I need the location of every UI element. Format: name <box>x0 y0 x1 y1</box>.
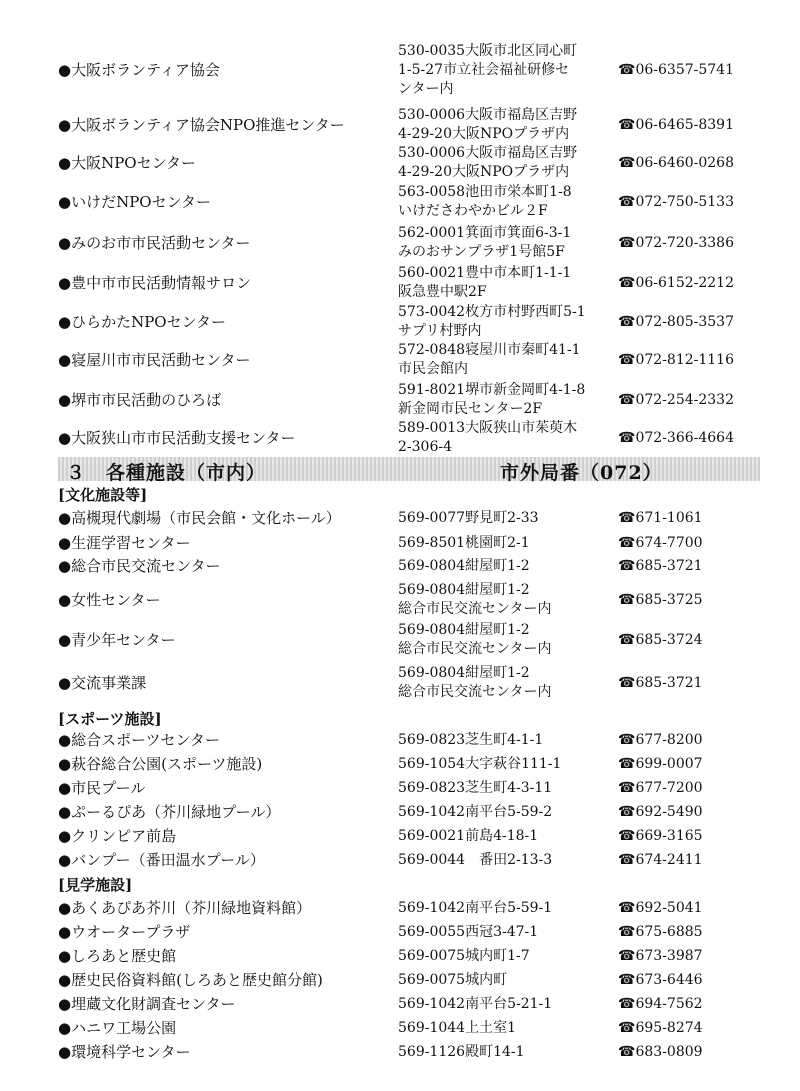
facility-phone <box>618 803 703 821</box>
facility-address: 569-0804紺屋町1-2 <box>398 557 530 574</box>
facility-address: 569-0804紺屋町1-2 総合市民交流センター内 <box>398 622 552 657</box>
facility-phone <box>618 827 703 845</box>
phone-icon: ☎ <box>618 996 636 1012</box>
facility-name: ●市民プール <box>58 779 146 797</box>
phone-icon: ☎ <box>618 852 636 868</box>
facility-name: ●ハニワ工場公園 <box>58 1019 177 1037</box>
phone-number: 06-6460-0268 <box>635 155 734 171</box>
facility-phone <box>618 971 703 989</box>
facility-phone <box>618 631 703 649</box>
facility-phone <box>618 591 703 609</box>
section-title: ３ 各種施設（市内） <box>66 462 267 484</box>
phone-number: 072-720-3386 <box>635 235 734 251</box>
facility-name: ●あくあぴあ芥川（芥川緑地資料館） <box>58 899 312 917</box>
facility-name: ●みのお市市民活動センター <box>58 234 251 252</box>
phone-icon: ☎ <box>618 535 636 551</box>
phone-number: 673-3987 <box>635 948 703 964</box>
facility-name: ●寝屋川市市民活動センター <box>58 351 251 369</box>
phone-number: 072-805-3537 <box>635 314 734 330</box>
facility-address: 569-0021前島4-18-1 <box>398 827 539 844</box>
facility-phone <box>618 557 703 575</box>
facility-phone <box>618 534 703 552</box>
phone-icon: ☎ <box>618 352 636 368</box>
phone-icon: ☎ <box>618 155 636 171</box>
facility-name: ●埋蔵文化財調査センター <box>58 995 236 1013</box>
phone-icon: ☎ <box>618 62 636 78</box>
phone-icon: ☎ <box>618 235 636 251</box>
facility-name: ●総合スポーツセンター <box>58 731 220 749</box>
facility-name: ●ウオータープラザ <box>58 923 191 941</box>
phone-number: 685-3721 <box>635 675 703 691</box>
phone-number: 674-2411 <box>635 852 703 868</box>
phone-number: 694-7562 <box>635 996 703 1012</box>
phone-number: 06-6152-2212 <box>635 275 734 291</box>
facility-phone <box>618 779 703 797</box>
facility-address: 572-0848寝屋川市秦町41-1 市民会館内 <box>398 342 581 377</box>
facility-address: 569-1044上土室1 <box>398 1019 516 1036</box>
facility-address: 569-0804紺屋町1-2 総合市民交流センター内 <box>398 665 552 700</box>
phone-number: 072-812-1116 <box>635 352 734 368</box>
facility-phone <box>618 154 734 172</box>
facility-address: 569-0044 番田2-13-3 <box>398 851 553 868</box>
facility-phone <box>618 851 703 869</box>
phone-icon: ☎ <box>618 924 636 940</box>
facility-address: 569-1042南平台5-21-1 <box>398 995 553 1012</box>
phone-number: 685-3721 <box>635 558 703 574</box>
facility-address: 569-0055西冠3-47-1 <box>398 923 539 940</box>
phone-number: 072-366-4664 <box>635 430 734 446</box>
phone-number: 683-0809 <box>635 1044 703 1060</box>
facility-phone <box>618 391 734 409</box>
facility-name: ●豊中市市民活動情報サロン <box>58 274 252 292</box>
phone-number: 685-3725 <box>635 592 703 608</box>
facility-phone <box>618 899 703 917</box>
phone-number: 06-6465-8391 <box>635 117 734 133</box>
phone-number: 675-6885 <box>635 924 703 940</box>
facility-address: 530-0006大阪市福島区吉野 4-29-20大阪NPOプラザ内 <box>398 145 578 180</box>
facility-phone <box>618 923 703 941</box>
facility-phone <box>618 731 703 749</box>
facility-name: ●高槻現代劇場（市民会館・文化ホール） <box>58 509 341 527</box>
phone-number: 692-5041 <box>635 900 703 916</box>
facility-address: 560-0021豊中市本町1-1-1 阪急豊中駅2F <box>398 265 572 300</box>
phone-number: 072-254-2332 <box>635 392 734 408</box>
category-heading: [文化施設等] <box>58 486 148 504</box>
facility-phone <box>618 995 703 1013</box>
phone-icon: ☎ <box>618 948 636 964</box>
phone-icon: ☎ <box>618 756 636 772</box>
phone-number: 669-3165 <box>635 828 703 844</box>
phone-icon: ☎ <box>618 592 636 608</box>
phone-number: 072-750-5133 <box>635 194 734 210</box>
phone-icon: ☎ <box>618 558 636 574</box>
phone-icon: ☎ <box>618 392 636 408</box>
facility-name: ●ひらかたNPOセンター <box>58 313 227 331</box>
phone-number: 677-7200 <box>635 780 703 796</box>
facility-phone <box>618 313 734 331</box>
facility-name: ●いけだNPOセンター <box>58 193 212 211</box>
facility-address: 530-0035大阪市北区同心町 1-5-27市立社会福祉研修セ ンター内 <box>398 42 578 97</box>
facility-name: ●青少年センター <box>58 631 176 649</box>
facility-phone <box>618 755 703 773</box>
phone-number: 692-5490 <box>635 804 703 820</box>
facility-address: 569-1126殿町14-1 <box>398 1043 525 1060</box>
phone-icon: ☎ <box>618 510 636 526</box>
facility-phone <box>618 947 703 965</box>
facility-phone <box>618 234 734 252</box>
phone-number: 674-7700 <box>635 535 703 551</box>
facility-phone <box>618 116 734 134</box>
phone-number: 685-3724 <box>635 632 703 648</box>
phone-icon: ☎ <box>618 828 636 844</box>
facility-phone <box>618 509 703 527</box>
facility-address: 562-0001箕面市箕面6-3-1 みのおサンプラザ1号館5F <box>398 225 572 260</box>
facility-phone <box>618 1043 703 1061</box>
facility-name: ●萩谷総合公園(スポーツ施設) <box>58 755 263 773</box>
phone-icon: ☎ <box>618 632 636 648</box>
phone-number: 06-6357-5741 <box>635 62 734 78</box>
facility-address: 569-0823芝生町4-1-1 <box>398 731 544 748</box>
facility-phone <box>618 61 734 79</box>
facility-name: ●生涯学習センター <box>58 534 191 552</box>
phone-icon: ☎ <box>618 275 636 291</box>
phone-icon: ☎ <box>618 117 636 133</box>
phone-icon: ☎ <box>618 804 636 820</box>
facility-address: 569-0077野見町2-33 <box>398 509 539 526</box>
facility-address: 563-0058池田市栄本町1-8 いけださわやかビル２F <box>398 184 572 219</box>
category-heading: [スポーツ施設] <box>58 710 162 728</box>
facility-name: ●大阪狭山市市民活動支援センター <box>58 429 296 447</box>
facility-address: 569-0075城内町 <box>398 971 508 988</box>
facility-name: ●環境科学センター <box>58 1043 191 1061</box>
facility-address: 569-1054大字萩谷111-1 <box>398 755 562 772</box>
phone-icon: ☎ <box>618 900 636 916</box>
phone-number: 677-8200 <box>635 732 703 748</box>
facility-name: ●クリンピア前島 <box>58 827 177 845</box>
facility-address: 591-8021堺市新金岡町4-1-8 新金岡市民センター2F <box>398 382 586 417</box>
facility-name: ●総合市民交流センター <box>58 557 221 575</box>
phone-icon: ☎ <box>618 1044 636 1060</box>
facility-phone <box>618 351 734 369</box>
phone-icon: ☎ <box>618 675 636 691</box>
facility-name: ●大阪ボランティア協会 <box>58 61 220 79</box>
facility-address: 569-1042南平台5-59-2 <box>398 803 553 820</box>
facility-address: 530-0006大阪市福島区吉野 4-29-20大阪NPOプラザ内 <box>398 107 578 142</box>
facility-name: ●ぷーるぴあ（芥川緑地プール） <box>58 803 281 821</box>
phone-icon: ☎ <box>618 430 636 446</box>
facility-name: ●バンプー（番田温水プール） <box>58 851 265 869</box>
facility-address: 569-8501桃園町2-1 <box>398 534 530 551</box>
facility-phone <box>618 274 734 292</box>
area-code-label: 市外局番（072） <box>500 462 663 484</box>
facility-name: ●歴史民俗資料館(しろあと歴史館分館) <box>58 971 323 989</box>
facility-phone <box>618 193 734 211</box>
facility-address: 569-0823芝生町4-3-11 <box>398 779 553 796</box>
facility-name: ●しろあと歴史館 <box>58 947 177 965</box>
facility-phone <box>618 1019 703 1037</box>
phone-icon: ☎ <box>618 194 636 210</box>
category-heading: [見学施設] <box>58 876 133 894</box>
phone-icon: ☎ <box>618 1020 636 1036</box>
facility-phone <box>618 429 734 447</box>
facility-name: ●大阪NPOセンター <box>58 154 197 172</box>
phone-number: 699-0007 <box>635 756 703 772</box>
phone-icon: ☎ <box>618 780 636 796</box>
facility-address: 589-0013大阪狭山市茱萸木 2-306-4 <box>398 420 578 455</box>
facility-address: 573-0042枚方市村野西町5-1 サプリ村野内 <box>398 304 586 339</box>
facility-name: ●大阪ボランティア協会NPO推進センター <box>58 116 345 134</box>
phone-icon: ☎ <box>618 732 636 748</box>
facility-address: 569-0804紺屋町1-2 総合市民交流センター内 <box>398 582 552 617</box>
facility-name: ●交流事業課 <box>58 674 147 692</box>
phone-number: 673-6446 <box>635 972 703 988</box>
phone-icon: ☎ <box>618 972 636 988</box>
facility-address: 569-1042南平台5-59-1 <box>398 899 553 916</box>
phone-number: 695-8274 <box>635 1020 703 1036</box>
facility-name: ●女性センター <box>58 591 161 609</box>
phone-icon: ☎ <box>618 314 636 330</box>
facility-name: ●堺市市民活動のひろば <box>58 391 222 409</box>
facility-phone <box>618 674 703 692</box>
facility-address: 569-0075城内町1-7 <box>398 947 530 964</box>
phone-number: 671-1061 <box>635 510 703 526</box>
